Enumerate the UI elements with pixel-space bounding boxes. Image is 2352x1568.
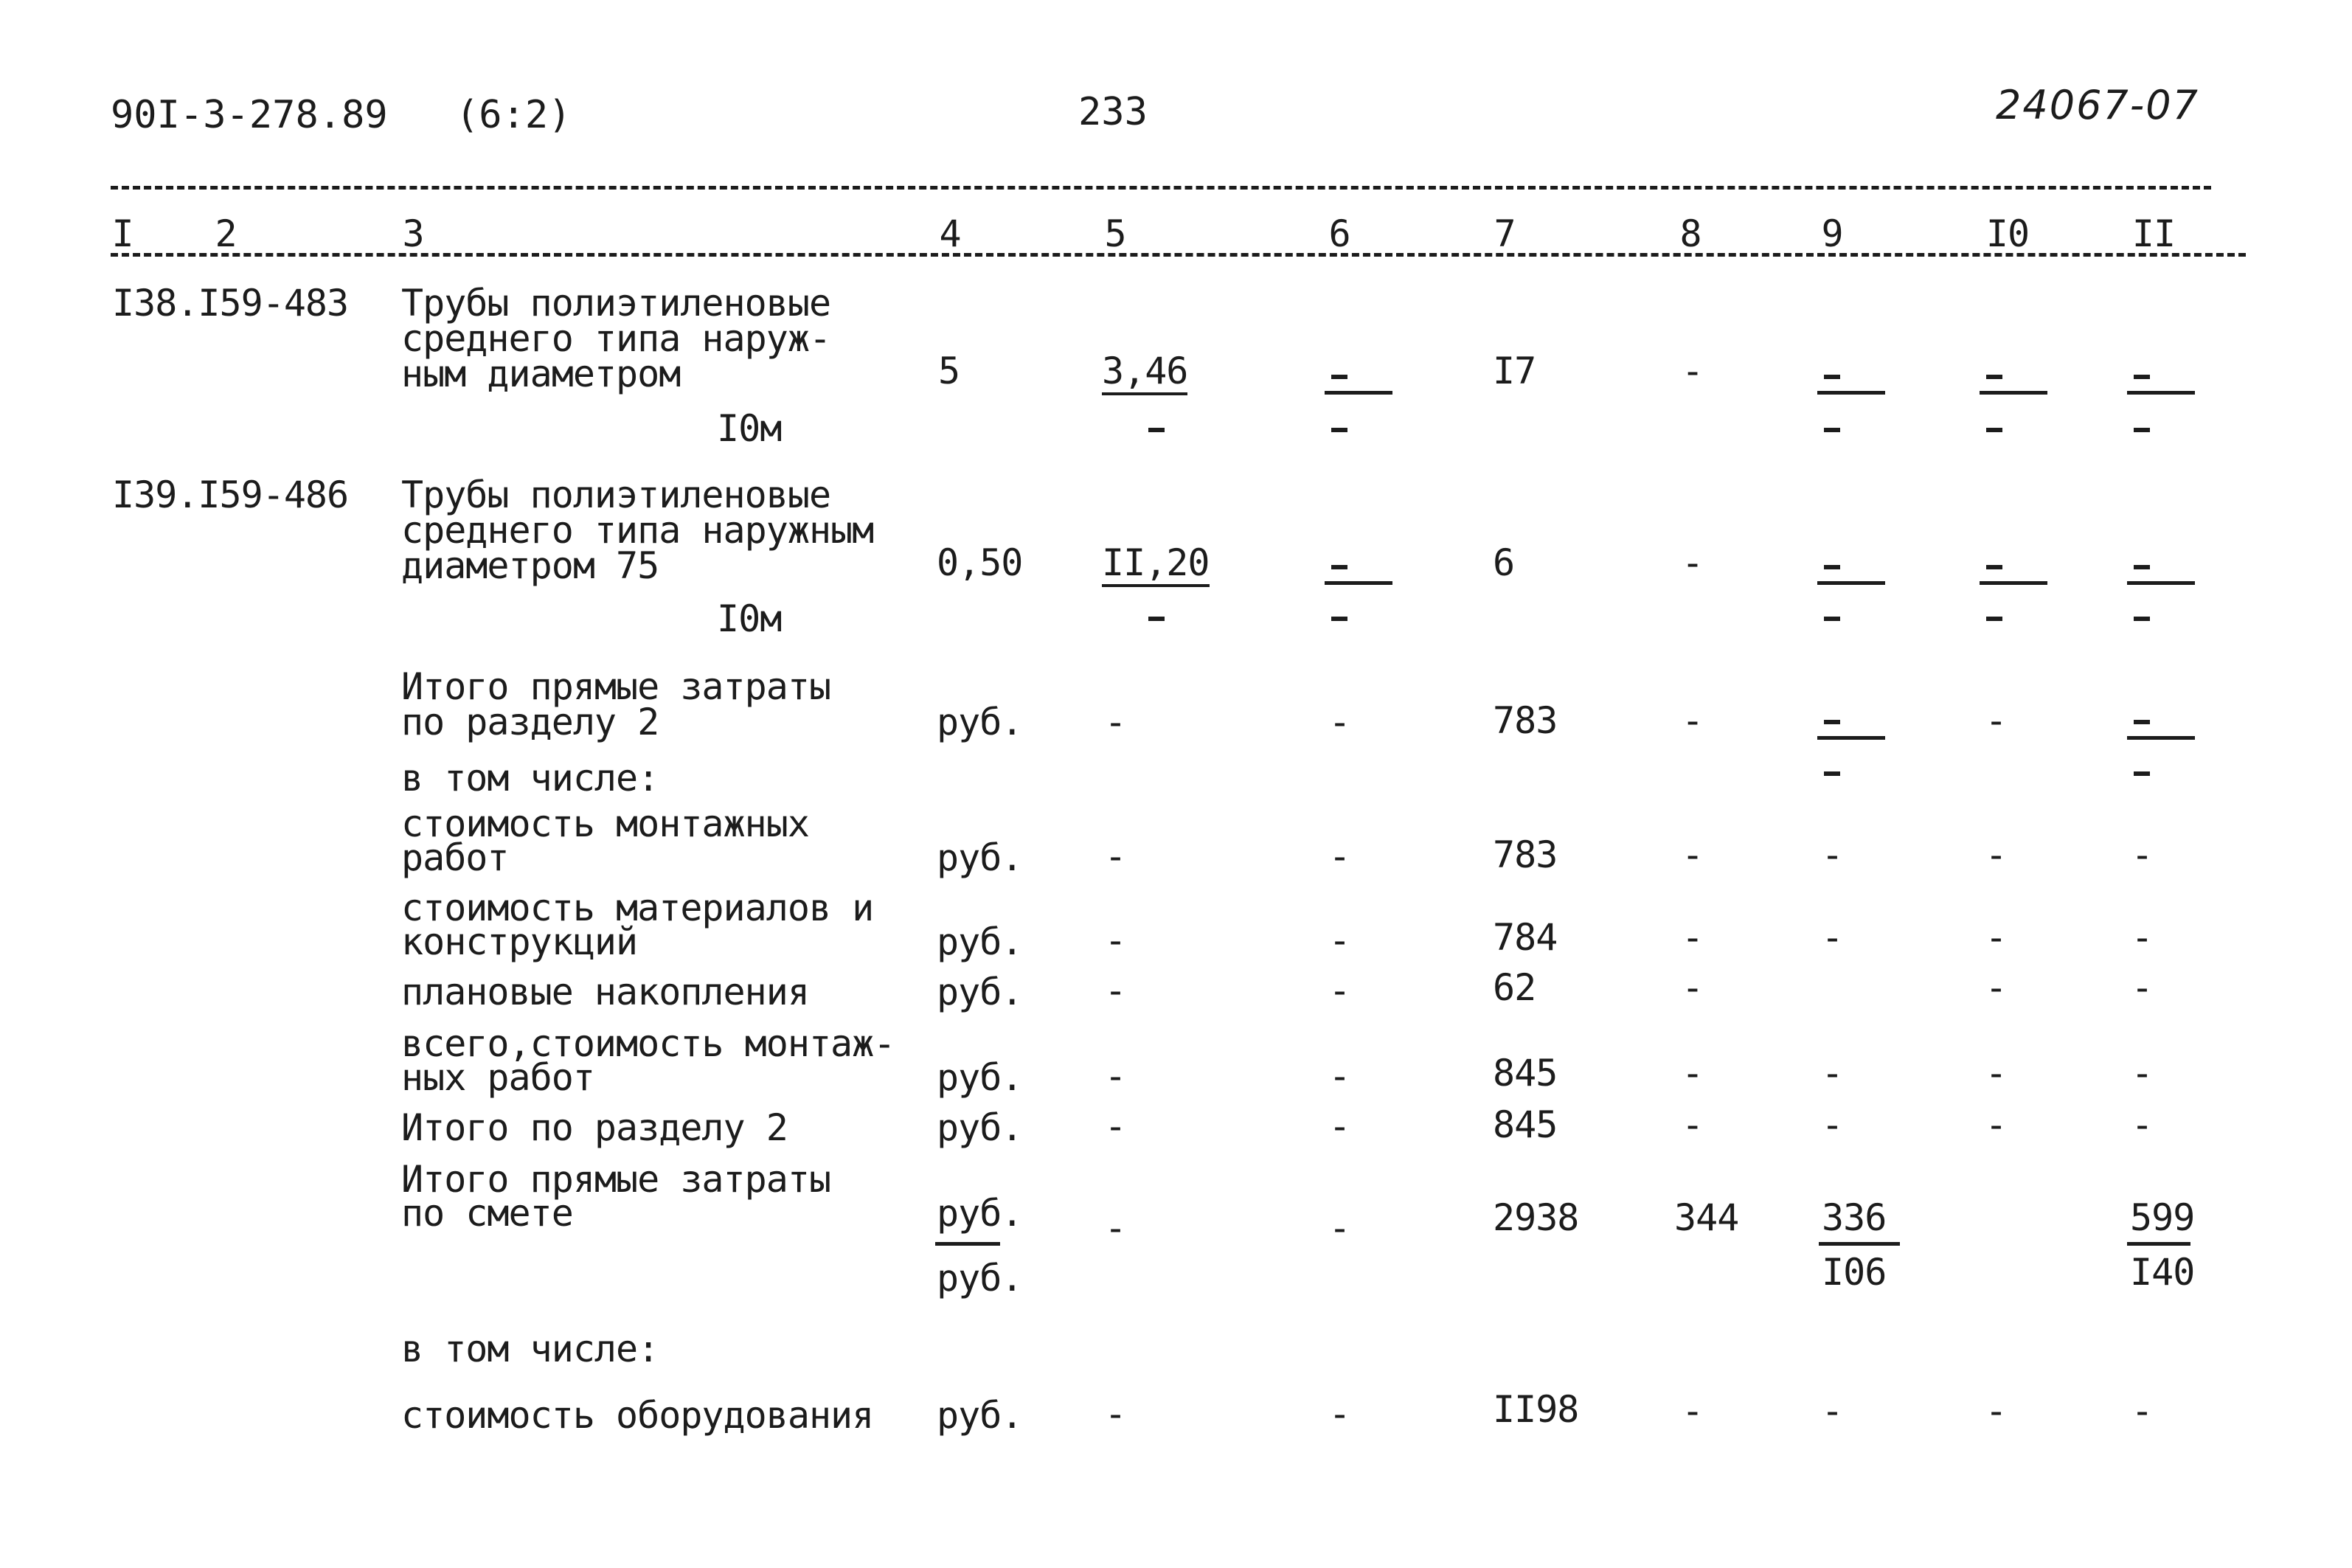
column-number: 9 (1821, 212, 1843, 255)
cost-total: 2938 (1493, 1196, 1579, 1239)
empty-mark (1148, 617, 1165, 621)
cost-column-8: - (1682, 1103, 1704, 1146)
fraction-bar (1325, 581, 1392, 585)
cost-column-9: - (1821, 833, 1843, 876)
item-description-line: среднего типа наружным (401, 509, 874, 552)
fraction-bar (1980, 581, 2047, 585)
column-number: 7 (1494, 212, 1516, 255)
item-description-line: диаметром 75 (401, 544, 659, 587)
column-number: II (2131, 212, 2176, 255)
item-code: I38.I59-483 (112, 282, 349, 325)
item-code: I39.I59-486 (112, 473, 349, 516)
cost-column-9: - (1821, 1052, 1843, 1095)
fraction-bar (2127, 581, 2195, 585)
cost-column-11-denominator: I40 (2130, 1251, 2195, 1294)
cost-column-5: - (1104, 701, 1126, 743)
document-part: (6:2) (456, 93, 572, 137)
empty-mark (1986, 375, 2002, 379)
row-description-line: Итого прямые затраты (401, 665, 831, 708)
row-description-line: работ (401, 836, 509, 879)
cost-column-5: - (1104, 1055, 1126, 1097)
cost-column-11: - (2131, 833, 2153, 876)
empty-mark (2134, 565, 2150, 569)
cost-column-9: - (1821, 1390, 1843, 1432)
cost-column-6: - (1328, 1207, 1350, 1249)
empty-mark (2134, 375, 2150, 379)
cost-column-8: - (1682, 699, 1704, 742)
empty-mark (1148, 428, 1165, 432)
cost-column-5: - (1104, 969, 1126, 1012)
cost-column-6: - (1328, 835, 1350, 878)
item-description-line: Трубы полиэтиленовые (401, 473, 831, 516)
cost-column-5: - (1104, 919, 1126, 962)
cost-total: 845 (1493, 1052, 1558, 1095)
row-description-line: плановые накопления (401, 971, 809, 1013)
cost-column-6: - (1328, 1392, 1350, 1435)
cost-column-8: - (1682, 833, 1704, 876)
cost-column-6: - (1328, 1055, 1350, 1097)
cost-column-8: - (1682, 1052, 1704, 1095)
empty-mark (1824, 375, 1840, 379)
cost-column-10: - (1985, 1103, 2007, 1146)
row-unit: руб. (937, 836, 1023, 879)
empty-mark (1824, 617, 1840, 621)
item-description-line: среднего типа наруж- (401, 317, 831, 360)
empty-mark (1824, 720, 1840, 724)
cost-total: 783 (1493, 699, 1558, 742)
cost-column-11: - (2131, 1103, 2153, 1146)
fraction-bar (935, 1242, 1000, 1246)
cost-column-5: - (1104, 1392, 1126, 1435)
column-number: 4 (939, 212, 961, 255)
cost-column-10: - (1985, 1390, 2007, 1432)
item-quantity: 0,50 (937, 541, 1023, 584)
row-description-line: стоимость материалов и (401, 887, 874, 929)
row-unit: руб. (937, 1257, 1023, 1300)
item-unit-price: 3,46 (1102, 353, 1187, 395)
empty-mark (2134, 428, 2150, 432)
subsection-label: в том числе: (401, 757, 659, 799)
item-unit: I0м (717, 407, 782, 450)
column-number: 5 (1104, 212, 1126, 255)
cost-total: 783 (1493, 833, 1558, 876)
row-description-line: Итого по разделу 2 (401, 1106, 788, 1149)
cost-column-10: - (1985, 833, 2007, 876)
cost-column-8: - (1682, 916, 1704, 959)
cost-column-8: - (1682, 1390, 1704, 1432)
row-description-line: по разделу 2 (401, 701, 659, 743)
cost-column-6: - (1328, 919, 1350, 962)
fraction-bar (1325, 391, 1392, 395)
cost-column-9-denominator: I06 (1822, 1251, 1887, 1294)
cost-column-8: - (1682, 541, 1704, 584)
empty-mark (1824, 565, 1840, 569)
column-number: 2 (215, 212, 237, 255)
row-unit: руб. (937, 1192, 1023, 1235)
row-unit: руб. (937, 1106, 1023, 1149)
row-description-line: всего,стоимость монтаж- (401, 1022, 895, 1065)
empty-mark (1824, 428, 1840, 432)
header-bottom-rule (111, 253, 2246, 257)
cost-column-9-numerator: 336 (1822, 1196, 1887, 1239)
cost-column-5: - (1104, 1207, 1126, 1249)
row-description-line: Итого прямые затраты (401, 1158, 831, 1201)
fraction-bar (1817, 736, 1885, 740)
cost-column-10: - (1985, 699, 2007, 742)
empty-mark (1331, 375, 1347, 379)
cost-column-9: - (1821, 916, 1843, 959)
empty-mark (2134, 771, 2150, 776)
page-number: 233 (1078, 90, 1148, 134)
row-unit: руб. (937, 1394, 1023, 1437)
cost-column-5: - (1104, 1105, 1126, 1148)
empty-mark (1824, 771, 1840, 776)
item-description-line: ным диаметром (401, 353, 681, 395)
cost-column-10: - (1985, 1052, 2007, 1095)
cost-total: 845 (1493, 1103, 1558, 1146)
column-number: I (111, 212, 133, 255)
item-quantity: 5 (938, 350, 960, 392)
fraction-bar (2127, 736, 2195, 740)
row-description-line: стоимость монтажных (401, 802, 809, 845)
cost-column-9: - (1821, 1103, 1843, 1146)
row-unit: руб. (937, 1056, 1023, 1099)
cost-total: 6 (1493, 541, 1515, 584)
cost-column-11: - (2131, 916, 2153, 959)
item-description-line: Трубы полиэтиленовые (401, 282, 831, 325)
fraction-bar (1817, 391, 1885, 395)
cost-column-11: - (2131, 1052, 2153, 1095)
row-description-line: стоимость оборудования (401, 1394, 874, 1437)
cost-total: I7 (1493, 350, 1536, 392)
empty-mark (2134, 617, 2150, 621)
fraction-bar (2127, 1242, 2190, 1246)
empty-mark (1331, 617, 1347, 621)
fraction-bar (1819, 1242, 1900, 1246)
column-number: 3 (402, 212, 424, 255)
fraction-bar (2127, 391, 2195, 395)
header-top-rule (111, 186, 2211, 190)
item-unit: I0м (717, 597, 782, 640)
cost-column-8: - (1682, 966, 1704, 1009)
item-unit-price: II,20 (1102, 544, 1210, 587)
document-code: 90I-3-278.89 (111, 93, 388, 137)
cost-column-11: - (2131, 966, 2153, 1009)
cost-total: 784 (1493, 916, 1558, 959)
cost-total: 62 (1493, 966, 1536, 1009)
row-description-line: по смете (401, 1192, 573, 1235)
cost-total: II98 (1493, 1388, 1579, 1431)
cost-column-10: - (1985, 916, 2007, 959)
cost-column-8: - (1682, 350, 1704, 392)
cost-column-6: - (1328, 969, 1350, 1012)
subsection-label: в том числе: (401, 1328, 659, 1370)
fraction-bar (1817, 581, 1885, 585)
empty-mark (1986, 565, 2002, 569)
cost-column-8: 344 (1674, 1196, 1739, 1239)
row-unit: руб. (937, 920, 1023, 963)
cost-column-10: - (1985, 966, 2007, 1009)
row-description-line: ных работ (401, 1056, 594, 1099)
column-number: 6 (1328, 212, 1350, 255)
cost-column-11: - (2131, 1390, 2153, 1432)
row-description-line: конструкций (401, 920, 638, 963)
fraction-bar (1980, 391, 2047, 395)
empty-mark (1986, 428, 2002, 432)
cost-column-6: - (1328, 701, 1350, 743)
empty-mark (1331, 428, 1347, 432)
inventory-number: 24067-07 (1996, 82, 2199, 128)
row-unit: руб. (937, 701, 1023, 743)
row-unit: руб. (937, 971, 1023, 1013)
cost-column-11-numerator: 599 (2130, 1196, 2195, 1239)
empty-mark (2134, 720, 2150, 724)
empty-mark (1986, 617, 2002, 621)
column-number: 8 (1679, 212, 1701, 255)
column-number: I0 (1985, 212, 2030, 255)
empty-mark (1331, 565, 1347, 569)
cost-column-6: - (1328, 1105, 1350, 1148)
cost-column-5: - (1104, 835, 1126, 878)
